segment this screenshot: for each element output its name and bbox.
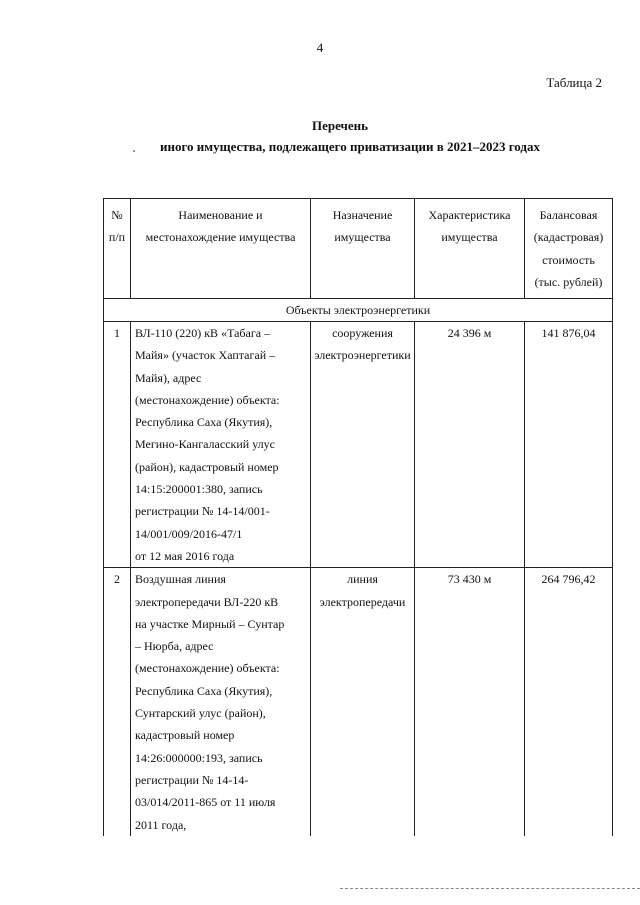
table-reference: Таблица 2 <box>546 75 602 90</box>
header-characteristic <box>415 199 525 299</box>
header-text: Наименование и <box>178 208 263 222</box>
desc-line: 14:26:000000:193, запись <box>135 750 263 765</box>
row-characteristic: 73 430 м <box>415 568 525 836</box>
document-subtitle: иного имущества, подлежащего приватизации в 2021–2023 годах <box>159 139 540 154</box>
purpose-line: сооружения <box>332 326 393 340</box>
row-number: 1 <box>104 322 131 568</box>
desc-line: 14/001/009/2016-47/1 <box>135 526 243 541</box>
table-row <box>104 322 613 568</box>
header-text: Назначение <box>332 208 393 222</box>
desc-line: от 12 мая 2016 года <box>135 548 235 563</box>
header-text: Характеристика <box>428 208 511 222</box>
page-number: 4 <box>316 40 324 55</box>
desc-line: 14:15:200001:380, запись <box>135 482 263 497</box>
desc-line: Республика Саха (Якутия), <box>135 683 273 698</box>
header-text: стоимость <box>542 252 595 267</box>
section-row <box>104 299 613 322</box>
desc-line: 03/014/2011-865 от 11 июля <box>135 795 276 810</box>
header-cost <box>525 199 613 299</box>
header-text: Балансовая <box>539 208 598 222</box>
desc-line: – Нюрба, адрес <box>135 639 214 654</box>
row-characteristic: 24 396 м <box>415 322 525 568</box>
header-name <box>131 199 311 299</box>
desc-line: Майя» (участок Хаптагай – <box>135 348 276 363</box>
assets-table <box>103 198 613 836</box>
desc-line: (район), кадастровый номер <box>135 459 279 474</box>
header-text: имущества <box>334 230 391 245</box>
desc-line: регистрации № 14-14- <box>135 772 249 787</box>
desc-line: регистрации № 14-14/001- <box>135 504 270 519</box>
header-text: (тыс. рублей) <box>534 274 603 289</box>
purpose-line: линия <box>347 572 378 587</box>
desc-line: 2011 года, <box>135 817 187 832</box>
desc-line: (местонахождение) объекта: <box>135 392 280 407</box>
desc-line: Сунтарский улус (район), <box>135 706 266 721</box>
desc-line: (местонахождение) объекта: <box>135 661 280 676</box>
row-cost: 141 876,04 <box>525 322 613 568</box>
header-text: местонахождение имущества <box>145 230 296 245</box>
header-text: № <box>111 208 123 222</box>
scan-artifact <box>133 150 135 152</box>
table-row <box>104 568 613 836</box>
row-name-location <box>131 322 311 568</box>
purpose-line: электропередачи <box>319 594 406 609</box>
desc-line: на участке Мирный – Сунтар <box>135 616 285 631</box>
desc-line: электропередачи ВЛ-220 кВ <box>135 594 279 609</box>
desc-line: Майя), адрес <box>135 370 202 385</box>
desc-line: Республика Саха (Якутия), <box>135 415 273 430</box>
header-text: (кадастровая) <box>533 230 604 245</box>
document-title: Перечень <box>311 118 369 133</box>
header-text: имущества <box>441 230 498 245</box>
desc-line: ВЛ-110 (220) кВ «Табага – <box>135 326 271 340</box>
header-num <box>104 199 131 299</box>
table-header-row <box>104 199 613 299</box>
purpose-line: электроэнергетики <box>314 348 411 363</box>
row-purpose <box>311 568 415 836</box>
header-text: п/п <box>108 230 126 245</box>
row-purpose <box>311 322 415 568</box>
section-title: Объекты электроэнергетики <box>104 299 613 322</box>
desc-line: кадастровый номер <box>135 728 235 743</box>
row-number: 2 <box>104 568 131 836</box>
header-purpose <box>311 199 415 299</box>
desc-line: Мегино-Кангаласский улус <box>135 437 275 452</box>
desc-line: Воздушная линия <box>135 572 226 587</box>
row-name-location <box>131 568 311 836</box>
row-cost: 264 796,42 <box>525 568 613 836</box>
footer-rule <box>340 888 640 889</box>
